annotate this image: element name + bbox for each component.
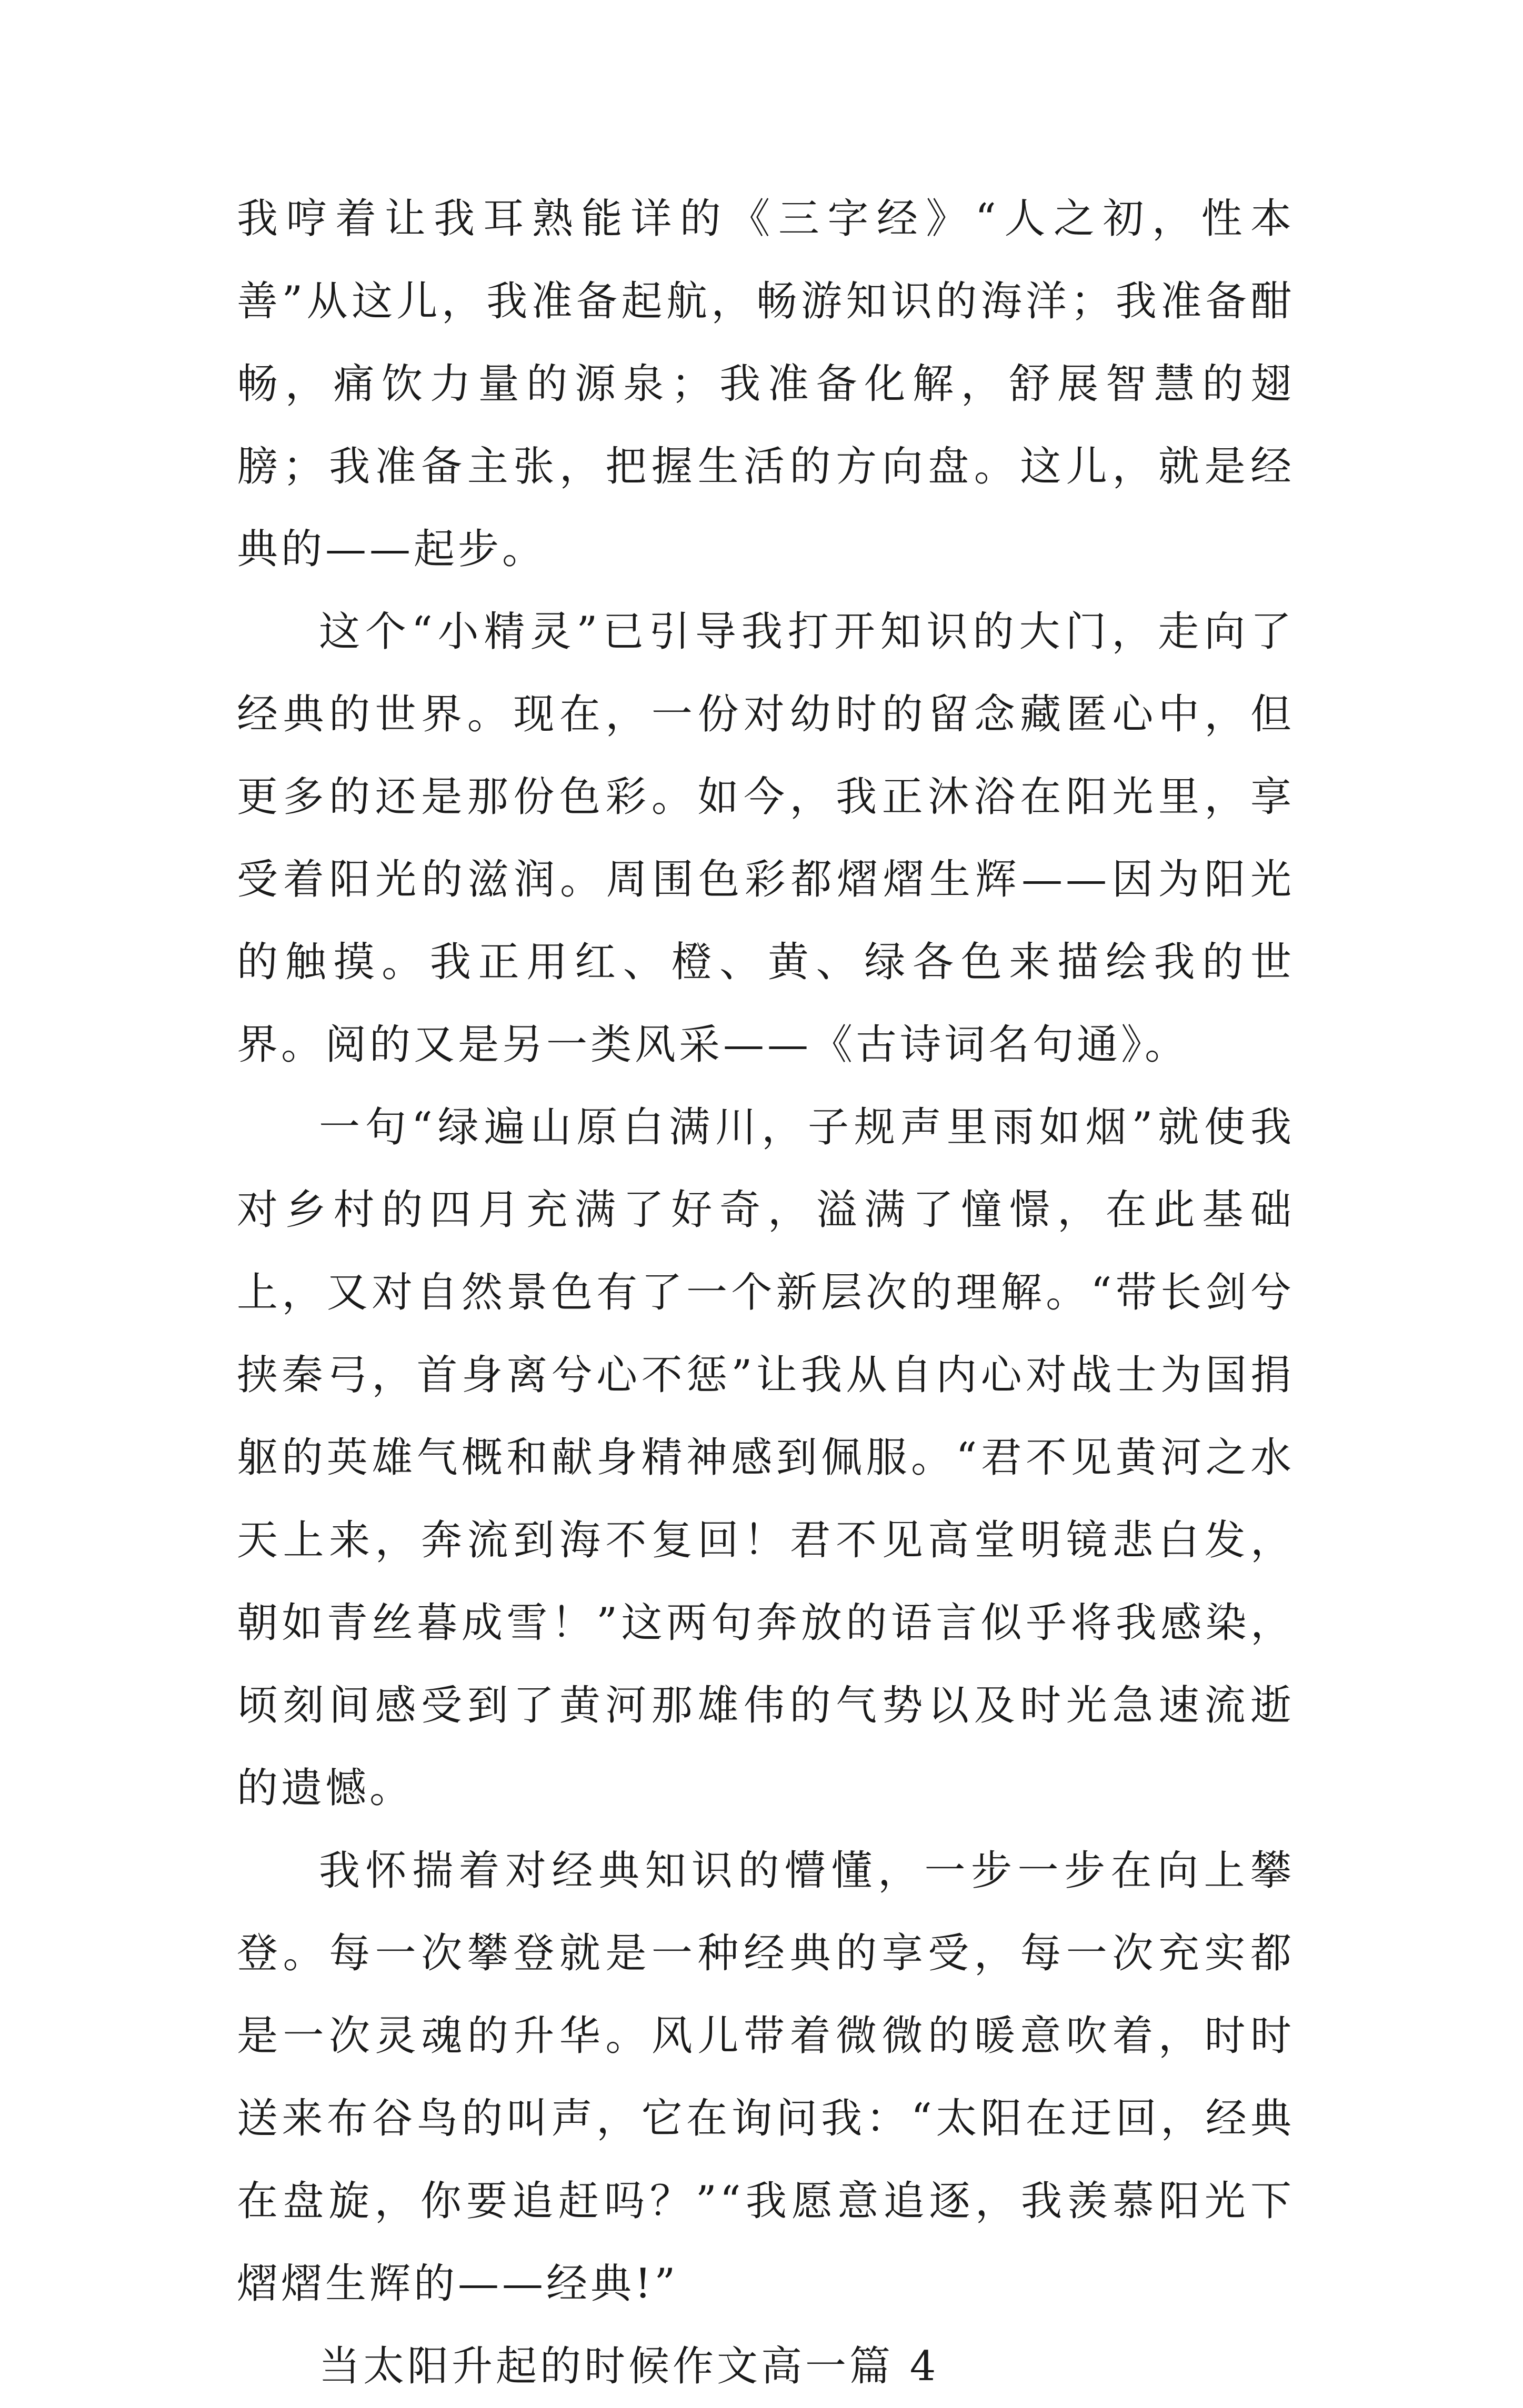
paragraph-4: 我怀揣着对经典知识的懵懂，一步一步在向上攀登。每一次攀登就是一种经典的享受，每一次充实都是一次灵魂的升华。风儿带着微微的暖意吹着，时时送来布谷鸟的叫声，它在询问我：“太阳在迂回，经典在盘旋，你要追赶吗？”“我愿意追逐，我羡慕阳光下熠熠生辉的——经典!” <box>237 1847 1295 2308</box>
paragraph-2: 这个“小精灵”已引导我打开知识的大门，走向了经典的世界。现在，一份对幼时的留念藏匿心中，但更多的还是那份色彩。如今，我正沐浴在阳光里，享受着阳光的滋润。周围色彩都熠熠生辉——因为阳光的触摸。我正用红、橙、黄、绿各色来描绘我的世界。阅的又是另一类风采——《古诗词名句通》。 <box>237 608 1295 1069</box>
paragraph-3: 一句“绿遍山原白满川，子规声里雨如烟”就使我对乡村的四月充满了好奇，溢满了憧憬，在此基础上，又对自然景色有了一个新层次的理解。“带长剑兮挟秦弓，首身离兮心不惩”让我从自内心对战士为国捐躯的英雄气概和献身精神感到佩服。“君不见黄河之水天上来，奔流到海不复回！君不见高堂明镜悲白发，朝如青丝暮成雪！”这两句奔放的语言似乎将我感染，顷刻间感受到了黄河那雄伟的气势以及时光急速流逝的遗憾。 <box>237 1104 1295 1812</box>
section-heading: 当太阳升起的时候作文高一篇 4 <box>319 2343 939 2390</box>
article-body <box>237 178 1295 2408</box>
paragraph-1: 我哼着让我耳熟能详的《三字经》“人之初，性本善”从这儿，我准备起航，畅游知识的海洋；我准备酣畅，痛饮力量的源泉；我准备化解，舒展智慧的翅膀；我准备主张，把握生活的方向盘。这儿，就是经典的——起步。 <box>237 195 1295 573</box>
